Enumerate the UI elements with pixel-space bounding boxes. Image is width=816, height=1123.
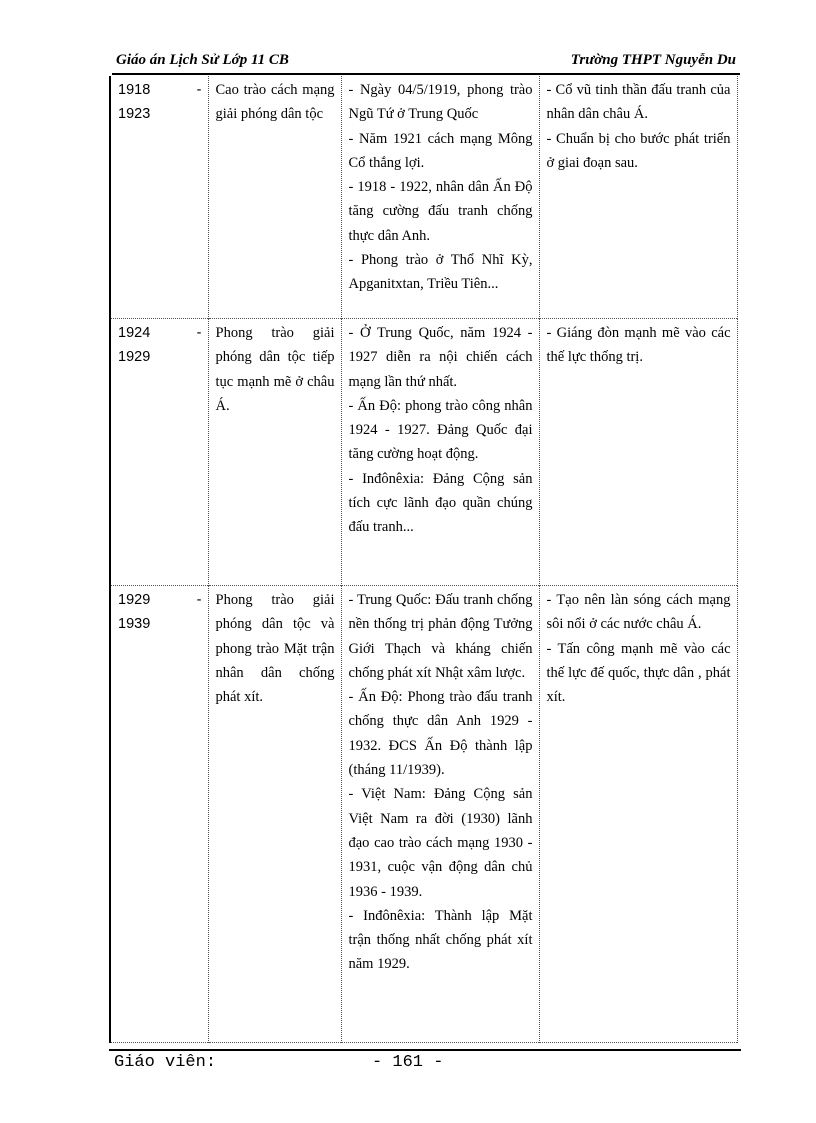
period-cell xyxy=(110,319,208,586)
period-cell xyxy=(110,586,208,1043)
period-end: 1923 xyxy=(118,106,151,123)
significance-cell xyxy=(539,586,737,1043)
period-start: 1924 xyxy=(118,325,151,341)
event-item: - 1918 - 1922, nhân dân Ấn Độ tăng cường đấu tranh chống thực dân Anh. xyxy=(348,179,533,244)
history-table xyxy=(109,76,738,1043)
stage-text: Cao trào cách mạng giải phóng dân tộc xyxy=(215,82,335,123)
period-start: 1918 xyxy=(118,82,151,98)
event-item: - Inđônêxia: Thành lập Mặt trận thống nhất chống phát xít năm 1929. xyxy=(348,907,533,973)
events-cell xyxy=(341,586,539,1043)
stage-cell xyxy=(208,319,341,586)
significance-item: - Giáng đòn mạnh mẽ vào các thế lực thống trị. xyxy=(546,325,731,366)
period-end: 1929 xyxy=(118,349,151,366)
header-course-title: Giáo án Lịch Sử Lớp 11 CB xyxy=(116,52,289,68)
table-row xyxy=(110,319,737,586)
page-header xyxy=(112,50,740,72)
footer-teacher-label: Giáo viên: xyxy=(114,1053,217,1072)
stage-text: Phong trào giải phóng dân tộc và phong trào Mặt trận nhân dân chống phát xít. xyxy=(215,592,335,706)
significance-item: - Chuẩn bị cho bước phát triển ở giai đoạn sau. xyxy=(546,130,731,171)
events-cell xyxy=(341,319,539,586)
significance-item: - Cổ vũ tinh thần đấu tranh của nhân dân châu Á. xyxy=(546,82,731,123)
significance-item: - Tạo nên làn sóng cách mạng sôi nổi ở các nước châu Á. xyxy=(546,592,731,633)
event-item: - Ấn Độ: Phong trào đấu tranh chống thực dân Anh 1929 - 1932. ĐCS Ấn Độ thành lập (tháng 11/1939). xyxy=(348,689,533,779)
table-row xyxy=(110,76,737,319)
stage-cell xyxy=(208,76,341,319)
header-rule xyxy=(112,73,740,75)
event-item: - Ngày 04/5/1919, phong trào Ngũ Tứ ở Trung Quốc xyxy=(348,82,533,123)
footer-rule xyxy=(109,1049,741,1051)
period-cell xyxy=(110,76,208,319)
period-dash: - xyxy=(196,592,202,608)
header-school-name: Trường THPT Nguyễn Du xyxy=(570,52,736,68)
event-item: - Việt Nam: Đảng Cộng sản Việt Nam ra đời (1930) lãnh đạo cao trào cách mạng 1930 - 1931, cuộc vận động dân chủ 1936 - 1939. xyxy=(348,786,533,900)
significance-cell xyxy=(539,76,737,319)
significance-item: - Tấn công mạnh mẽ vào các thế lực đế quốc, thực dân , phát xít. xyxy=(546,640,731,706)
table-row xyxy=(110,586,737,1043)
period-start: 1929 xyxy=(118,592,151,608)
event-item: - Inđônêxia: Đảng Cộng sản tích cực lãnh đạo quần chúng đấu tranh... xyxy=(348,470,533,536)
period-dash: - xyxy=(196,82,202,98)
significance-cell xyxy=(539,319,737,586)
events-cell xyxy=(341,76,539,319)
event-item: - Năm 1921 cách mạng Mông Cổ thắng lợi. xyxy=(348,130,533,171)
event-item: - Trung Quốc: Đấu tranh chống nền thống trị phản động Tưởng Giới Thạch và kháng chiến chống phát xít Nhật xâm lược. xyxy=(348,592,533,681)
page-number: - 161 - xyxy=(372,1053,444,1072)
stage-cell xyxy=(208,586,341,1043)
event-item: - Ấn Độ: phong trào công nhân 1924 - 1927. Đảng Quốc đại tăng cường hoạt động. xyxy=(348,397,533,463)
period-end: 1939 xyxy=(118,616,151,633)
event-item: - Phong trào ở Thổ Nhĩ Kỳ, Apganitxtan, Triều Tiên... xyxy=(348,252,533,293)
stage-text: Phong trào giải phóng dân tộc tiếp tục mạnh mẽ ở châu Á. xyxy=(215,325,335,414)
event-item: - Ở Trung Quốc, năm 1924 - 1927 diễn ra nội chiến cách mạng lần thứ nhất. xyxy=(348,325,533,390)
period-dash: - xyxy=(196,325,202,341)
